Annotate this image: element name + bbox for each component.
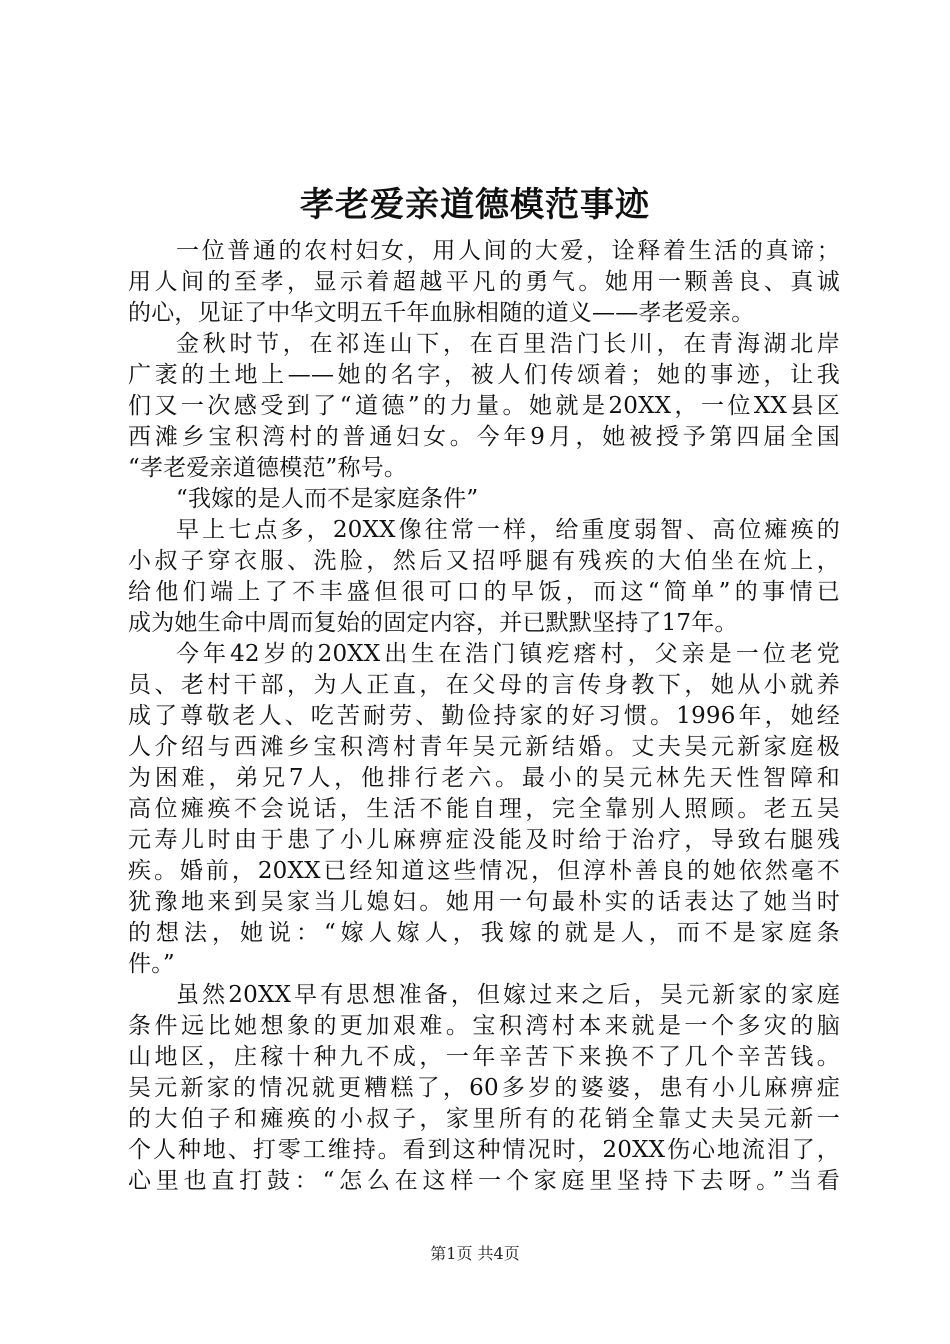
text-line: 高位瘫痪不会说话，生活不能自理，完全靠别人照顾。老五吴 (128, 796, 840, 822)
text-line: 个人种地、打零工维持。看到这种情况时，20XX伤心地流泪了， (128, 1137, 840, 1163)
text-line: 山地区，庄稼十种九不成，一年辛苦下来换不了几个辛苦钱。 (128, 1044, 840, 1070)
text-line: 今年42岁的20XX出生在浩门镇疙瘩村，父亲是一位老党 (176, 641, 840, 667)
text-line: 的想法，她说：“嫁人嫁人，我嫁的就是人，而不是家庭条 (128, 920, 840, 946)
text-line: 一位普通的农村妇女，用人间的大爱，诠释着生活的真谛； (176, 238, 840, 264)
text-line: 条件远比她想象的更加艰难。宝积湾村本来就是一个多灾的脑 (128, 1013, 840, 1039)
text-line: 小叔子穿衣服、洗脸，然后又招呼腿有残疾的大伯坐在炕上， (128, 548, 840, 574)
text-line: 给他们端上了不丰盛但很可口的早饭，而这“简单”的事情已 (128, 579, 840, 605)
text-line: 成了尊敬老人、吃苦耐劳、勤俭持家的好习惯。1996年，她经 (128, 703, 840, 729)
text-line: 件。” (128, 951, 175, 977)
text-line: 的心，见证了中华文明五千年血脉相随的道义——孝老爱亲。 (128, 300, 755, 326)
text-line: 用人间的至孝，显示着超越平凡的勇气。她用一颗善良、真诚 (128, 269, 840, 295)
text-line: 为困难，弟兄7人，他排行老六。最小的吴元林先天性智障和 (128, 765, 840, 791)
text-line: 的大伯子和瘫痪的小叔子，家里所有的花销全靠丈夫吴元新一 (128, 1106, 840, 1132)
text-line: 西滩乡宝积湾村的普通妇女。今年9月，她被授予第四届全国 (128, 424, 840, 450)
text-line: 们又一次感受到了“道德”的力量。她就是20XX，一位XX县区 (128, 393, 840, 419)
text-line: “孝老爱亲道德模范”称号。 (128, 455, 408, 481)
text-line: 疾。婚前，20XX已经知道这些情况，但淳朴善良的她依然毫不 (128, 858, 840, 884)
text-line: 吴元新家的情况就更糟糕了，60多岁的婆婆，患有小儿麻痹症 (128, 1075, 840, 1101)
document-body (128, 236, 840, 1197)
document-title: 孝老爱亲道德模范事迹 (300, 185, 650, 225)
text-line: 早上七点多，20XX像往常一样，给重度弱智、高位瘫痪的 (176, 517, 840, 543)
text-line: 人介绍与西滩乡宝积湾村青年吴元新结婚。丈夫吴元新家庭极 (128, 734, 840, 760)
text-line: 成为她生命中周而复始的固定内容，并已默默坚持了17年。 (128, 610, 738, 636)
page-footer: 第1页 共4页 (430, 1244, 520, 1263)
text-line: 心里也直打鼓：“怎么在这样一个家庭里坚持下去呀。”当看 (128, 1168, 840, 1194)
text-line: 员、老村干部，为人正直，在父母的言传身教下，她从小就养 (128, 672, 840, 698)
text-line: 犹豫地来到吴家当儿媳妇。她用一句最朴实的话表达了她当时 (128, 889, 840, 915)
text-line: 元寿儿时由于患了小儿麻痹症没能及时给于治疗，导致右腿残 (128, 827, 840, 853)
text-line: 虽然20XX早有思想准备，但嫁过来之后，吴元新家的家庭 (176, 982, 840, 1008)
subheading-line: “我嫁的是人而不是家庭条件” (176, 486, 479, 512)
text-line: 金秋时节，在祁连山下，在百里浩门长川，在青海湖北岸 (176, 331, 840, 357)
text-line: 广袤的土地上——她的名字，被人们传颂着；她的事迹，让我 (128, 362, 840, 388)
